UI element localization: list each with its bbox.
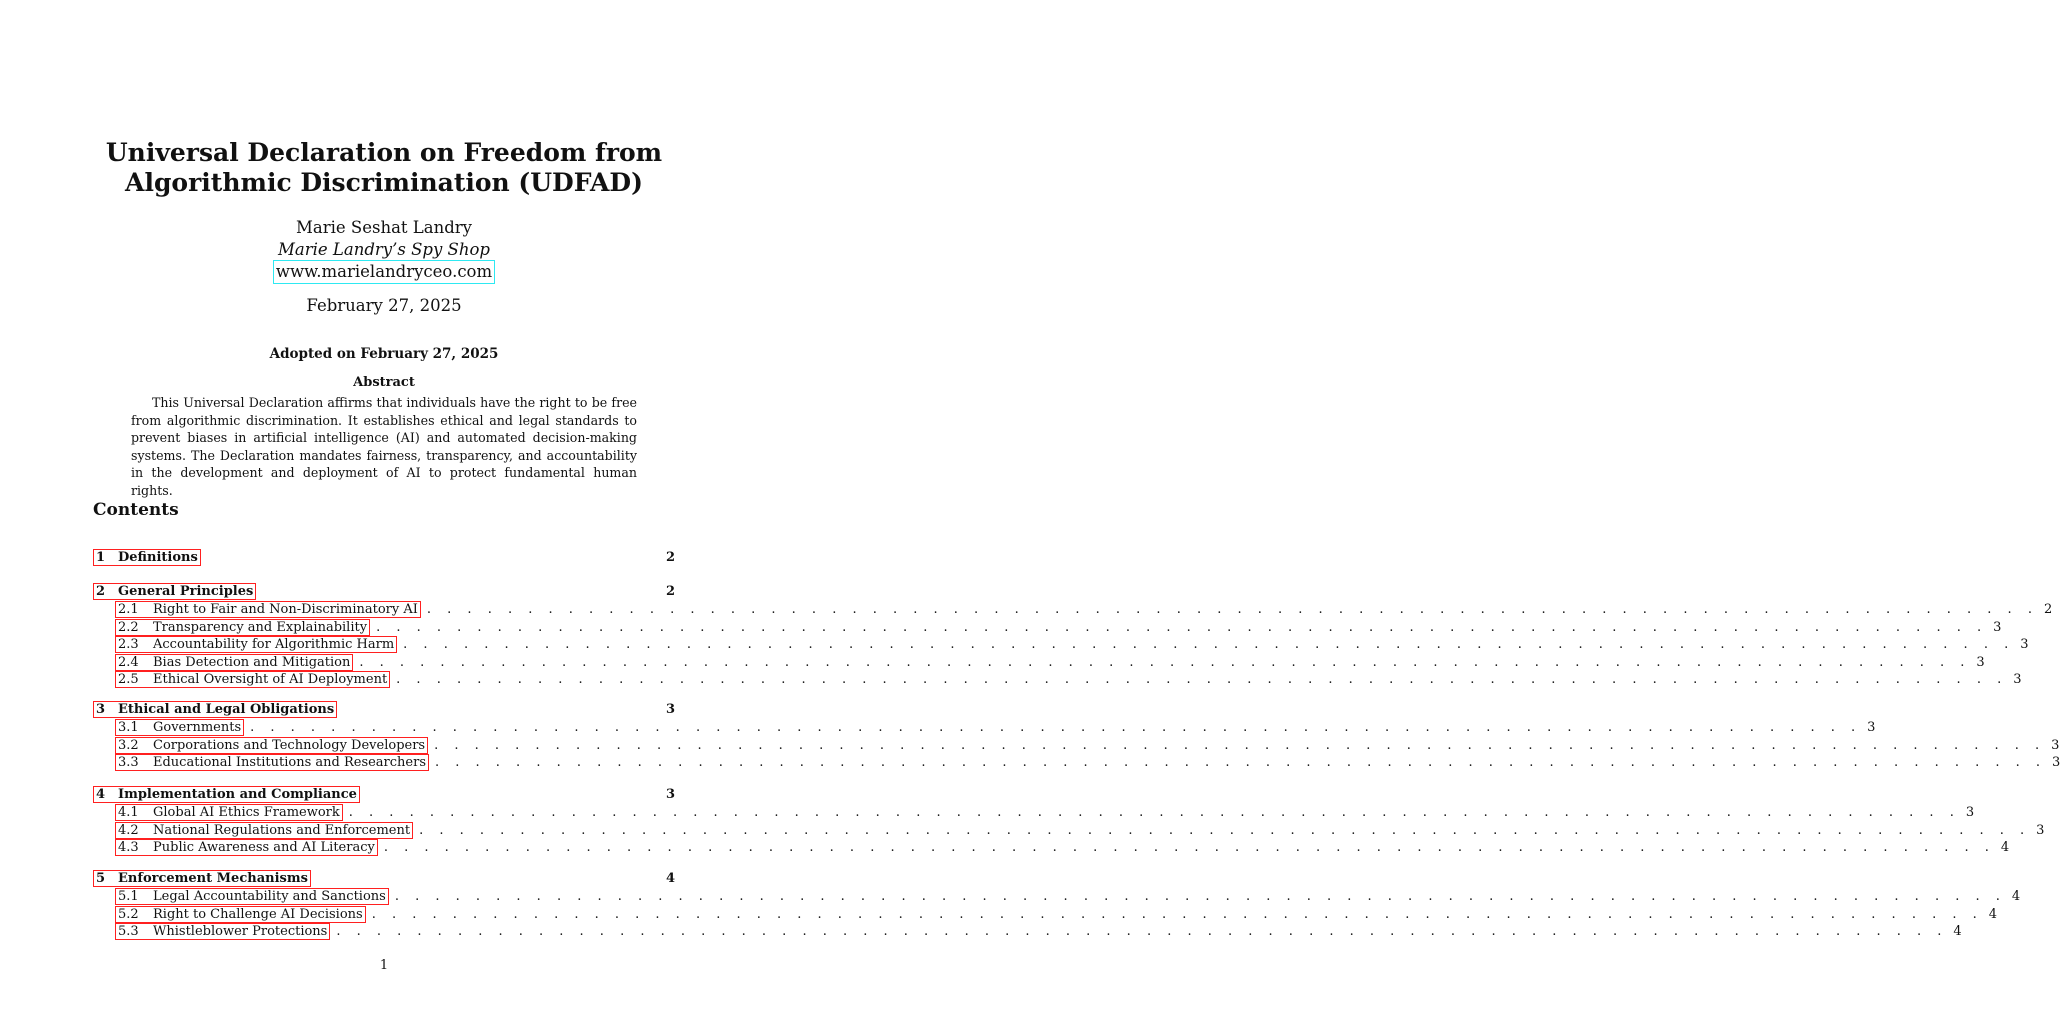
toc-page-number: 3 bbox=[1993, 619, 2002, 635]
toc-dot-leader: . . . . . . . . . . . . . . . . . . . . . . . . . . . . . . . . . . . . . . . . . . . . . . . . . . . . . . . . . . . . . . . . . . . . . . . . . . . . . . . . bbox=[403, 637, 2015, 652]
toc-page-number: 3 bbox=[1867, 720, 1876, 735]
toc-subsection-title: Accountability for Algorithmic Harm bbox=[153, 637, 395, 652]
toc-dot-leader: . . . . . . . . . . . . . . . . . . . . . . . . . . . . . . . . . . . . . . . . . . . . . . . . . . . . . . . . . . . . . . . . . . . . . . . . . . . . . . . . bbox=[250, 720, 1862, 735]
toc-subsection-3.3[interactable] bbox=[115, 754, 2060, 772]
toc-page-number: 2 bbox=[665, 550, 675, 565]
toc-section-link[interactable] bbox=[93, 549, 201, 566]
toc-dot-leader: . . . . . . . . . . . . . . . . . . . . . . . . . . . . . . . . . . . . . . . . . . . . . . . . . . . . . . . . . . . . . . . . . . . . . . . . . . . . . . . . bbox=[396, 672, 2008, 687]
toc-subsection-link[interactable] bbox=[115, 619, 370, 636]
toc-dot-leader: . . . . . . . . . . . . . . . . . . . . . . . . . . . . . . . . . . . . . . . . . . . . . . . . . . . . . . . . . . . . . . . . . . . . . . . . . . . . . . . . bbox=[376, 619, 1988, 635]
toc-subsection-2.2[interactable] bbox=[115, 619, 2002, 637]
toc-subsection-title: Legal Accountability and Sanctions bbox=[153, 889, 386, 904]
website-container bbox=[0, 260, 768, 284]
document-date: February 27, 2025 bbox=[306, 296, 462, 315]
toc-section-number: 5 bbox=[96, 871, 106, 886]
toc-section-number: 1 bbox=[96, 550, 106, 565]
website-link[interactable]: www.marielandryceo.com bbox=[273, 260, 495, 284]
toc-dot-leader: . . . . . . . . . . . . . . . . . . . . . . . . . . . . . . . . . . . . . . . . . . . . . . . . . . . . . . . . . . . . . . . . . . . . . . . . . . . . . . . . bbox=[359, 654, 1971, 670]
toc-subsection-2.1[interactable] bbox=[115, 601, 2053, 619]
toc-subsection-title: Right to Challenge AI Decisions bbox=[153, 906, 363, 922]
toc-subsection-title: Bias Detection and Mitigation bbox=[153, 654, 351, 670]
toc-dot-leader: . . . . . . . . . . . . . . . . . . . . . . . . . . . . . . . . . . . . . . . . . . . . . . . . . . . . . . . . . . . . . . . . . . . . . . . . . . . . . . . . bbox=[383, 840, 1995, 855]
author-name: Marie Seshat Landry bbox=[296, 218, 472, 237]
toc-subsection-link[interactable] bbox=[115, 923, 330, 940]
toc-subsection-link[interactable] bbox=[115, 654, 353, 671]
toc-subsection-number: 4.1 bbox=[118, 805, 139, 820]
toc-section-link[interactable] bbox=[93, 701, 337, 718]
toc-section-number: 3 bbox=[96, 702, 106, 717]
toc-subsection-2.3[interactable] bbox=[115, 636, 2029, 654]
toc-subsection-number: 5.1 bbox=[118, 889, 139, 904]
toc-subsection-title: Whistleblower Protections bbox=[153, 924, 328, 939]
toc-subsection-number: 2.4 bbox=[118, 654, 139, 670]
toc-subsection-number: 2.2 bbox=[118, 619, 139, 635]
toc-subsection-link[interactable] bbox=[115, 888, 389, 905]
toc-dot-leader: . . . . . . . . . . . . . . . . . . . . . . . . . . . . . . . . . . . . . . . . . . . . . . . . . . . . . . . . . . . . . . . . . . . . . . . . . . . . . . . . bbox=[434, 737, 2046, 753]
toc-page-number: 4 bbox=[2011, 889, 2021, 904]
toc-subsection-number: 4.3 bbox=[118, 840, 139, 855]
toc-subsection-number: 3.3 bbox=[118, 755, 139, 770]
toc-subsection-title: Corporations and Technology Developers bbox=[153, 737, 426, 753]
toc-page-number: 4 bbox=[1988, 906, 1998, 922]
toc-section-4[interactable] bbox=[93, 786, 675, 804]
toc-page-number: 4 bbox=[1953, 924, 1962, 939]
toc-dot-leader: . . . . . . . . . . . . . . . . . . . . . . . . . . . . . . . . . . . . . . . . . . . . . . . . . . . . . . . . . . . . . . . . . . . . . . . . . . . . . . . . bbox=[371, 906, 1983, 922]
toc-page-number: 3 bbox=[2052, 755, 2060, 770]
toc-page-number: 3 bbox=[665, 702, 675, 717]
toc-page-number: 4 bbox=[2000, 840, 2010, 855]
toc-subsection-link[interactable] bbox=[115, 804, 343, 821]
toc-subsection-5.2[interactable] bbox=[115, 906, 1998, 924]
toc-subsection-link[interactable] bbox=[115, 636, 397, 653]
toc-subsection-5.1[interactable] bbox=[115, 888, 2021, 906]
toc-page-number: 3 bbox=[2036, 822, 2045, 838]
toc-dot-leader: . . . . . . . . . . . . . . . . . . . . . . . . . . . . . . . . . . . . . . . . . . . . . . . . . . . . . . . . . . . . . . . . . . . . . . . . . . . . . . . . bbox=[426, 602, 2038, 617]
toc-subsection-title: Global AI Ethics Framework bbox=[153, 805, 340, 820]
toc-dot-leader: . . . . . . . . . . . . . . . . . . . . . . . . . . . . . . . . . . . . . . . . . . . . . . . . . . . . . . . . . . . . . . . . . . . . . . . . . . . . . . . . bbox=[419, 822, 2031, 838]
toc-subsection-4.1[interactable] bbox=[115, 804, 1975, 822]
toc-subsection-title: Ethical Oversight of AI Deployment bbox=[153, 672, 388, 687]
toc-page-number: 3 bbox=[2051, 737, 2060, 753]
toc-section-title: Implementation and Compliance bbox=[118, 787, 357, 802]
toc-section-title: General Principles bbox=[118, 584, 254, 599]
adoption-note: Adopted on February 27, 2025 bbox=[269, 346, 499, 362]
contents-heading: Contents bbox=[93, 500, 179, 520]
toc-section-link[interactable] bbox=[93, 870, 311, 887]
toc-section-5[interactable] bbox=[93, 870, 675, 888]
toc-dot-leader: . . . . . . . . . . . . . . . . . . . . . . . . . . . . . . . . . . . . . . . . . . . . . . . . . . . . . . . . . . . . . . . . . . . . . . . . . . . . . . . . bbox=[336, 924, 1948, 939]
toc-page-number: 3 bbox=[1965, 805, 1975, 820]
toc-page-number: 3 bbox=[665, 787, 675, 802]
toc-section-2[interactable] bbox=[93, 583, 675, 601]
toc-subsection-link[interactable] bbox=[115, 601, 421, 618]
toc-dot-leader: . . . . . . . . . . . . . . . . . . . . . . . . . . . . . . . . . . . . . . . . . . . . . . . . . . . . . . . . . . . . . . . . . . . . . . . . . . . . . . . . bbox=[435, 755, 2047, 770]
toc-page-number: 2 bbox=[665, 584, 675, 599]
abstract-heading: Abstract bbox=[353, 375, 415, 390]
toc-subsection-title: Educational Institutions and Researchers bbox=[153, 755, 426, 770]
toc-subsection-link[interactable] bbox=[115, 671, 390, 688]
toc-section-number: 4 bbox=[96, 787, 106, 802]
toc-page-number: 3 bbox=[2020, 637, 2029, 652]
abstract-text: This Universal Declaration affirms that individuals have the right to be free from algorithmic discrimination. It establishes ethical and legal standards to prevent biases in artificial intelligence (AI) and automated decision-making systems. The Declaration mandates fairness, transparency, and accountability in the development and deployment of AI to protect fundamental human rights. bbox=[131, 395, 637, 498]
page-number: 1 bbox=[379, 958, 389, 973]
title-line-1: Universal Declaration on Freedom from bbox=[105, 138, 663, 167]
toc-section-title: Definitions bbox=[118, 550, 198, 565]
toc-subsection-link[interactable] bbox=[115, 839, 378, 856]
toc-subsection-link[interactable] bbox=[115, 822, 413, 839]
author-affiliation: Marie Landry’s Spy Shop bbox=[278, 240, 490, 259]
toc-page-number: 2 bbox=[2043, 602, 2053, 617]
toc-subsection-4.2[interactable] bbox=[115, 822, 2045, 840]
toc-dot-leader: . . . . . . . . . . . . . . . . . . . . . . . . . . . . . . . . . . . . . . . . . . . . . . . . . . . . . . . . . . . . . . . . . . . . . . . . . . . . . . . . bbox=[348, 805, 1960, 820]
toc-subsection-3.1[interactable] bbox=[115, 719, 1876, 737]
toc-page-number: 4 bbox=[665, 871, 675, 886]
toc-section-number: 2 bbox=[96, 584, 106, 599]
document-title bbox=[0, 138, 768, 198]
toc-page-number: 3 bbox=[1976, 654, 1985, 670]
toc-subsection-2.4[interactable] bbox=[115, 654, 1985, 672]
toc-subsection-title: Governments bbox=[153, 720, 242, 735]
title-line-2: Algorithmic Discrimination (UDFAD) bbox=[125, 168, 643, 197]
toc-subsection-number: 2.5 bbox=[118, 672, 139, 687]
toc-subsection-4.3[interactable] bbox=[115, 839, 2010, 857]
toc-subsection-title: Transparency and Explainability bbox=[153, 619, 368, 635]
toc-page-number: 3 bbox=[2013, 672, 2022, 687]
toc-subsection-3.2[interactable] bbox=[115, 737, 2060, 755]
toc-subsection-link[interactable] bbox=[115, 754, 429, 771]
toc-subsection-title: Right to Fair and Non-Discriminatory AI bbox=[153, 602, 418, 617]
toc-subsection-title: Public Awareness and AI Literacy bbox=[153, 840, 375, 855]
toc-section-title: Enforcement Mechanisms bbox=[118, 871, 308, 886]
toc-subsection-number: 3.1 bbox=[118, 720, 139, 735]
toc-subsection-number: 5.3 bbox=[118, 924, 139, 939]
toc-section-link[interactable] bbox=[93, 583, 256, 600]
toc-subsection-link[interactable] bbox=[115, 737, 428, 754]
toc-section-title: Ethical and Legal Obligations bbox=[118, 702, 335, 717]
toc-subsection-5.3[interactable] bbox=[115, 923, 1962, 941]
toc-subsection-link[interactable] bbox=[115, 906, 366, 923]
toc-subsection-title: National Regulations and Enforcement bbox=[153, 822, 411, 838]
toc-dot-leader: . . . . . . . . . . . . . . . . . . . . . . . . . . . . . . . . . . . . . . . . . . . . . . . . . . . . . . . . . . . . . . . . . . . . . . . . . . . . . . . . bbox=[394, 889, 2006, 904]
toc-section-1[interactable] bbox=[93, 549, 675, 567]
toc-section-link[interactable] bbox=[93, 786, 360, 803]
toc-subsection-number: 5.2 bbox=[118, 906, 139, 922]
toc-subsection-2.5[interactable] bbox=[115, 671, 2022, 689]
toc-subsection-number: 4.2 bbox=[118, 822, 139, 838]
toc-subsection-number: 2.1 bbox=[118, 602, 139, 617]
toc-subsection-number: 2.3 bbox=[118, 637, 139, 652]
toc-section-3[interactable] bbox=[93, 701, 675, 719]
toc-subsection-link[interactable] bbox=[115, 719, 244, 736]
toc-subsection-number: 3.2 bbox=[118, 737, 139, 753]
